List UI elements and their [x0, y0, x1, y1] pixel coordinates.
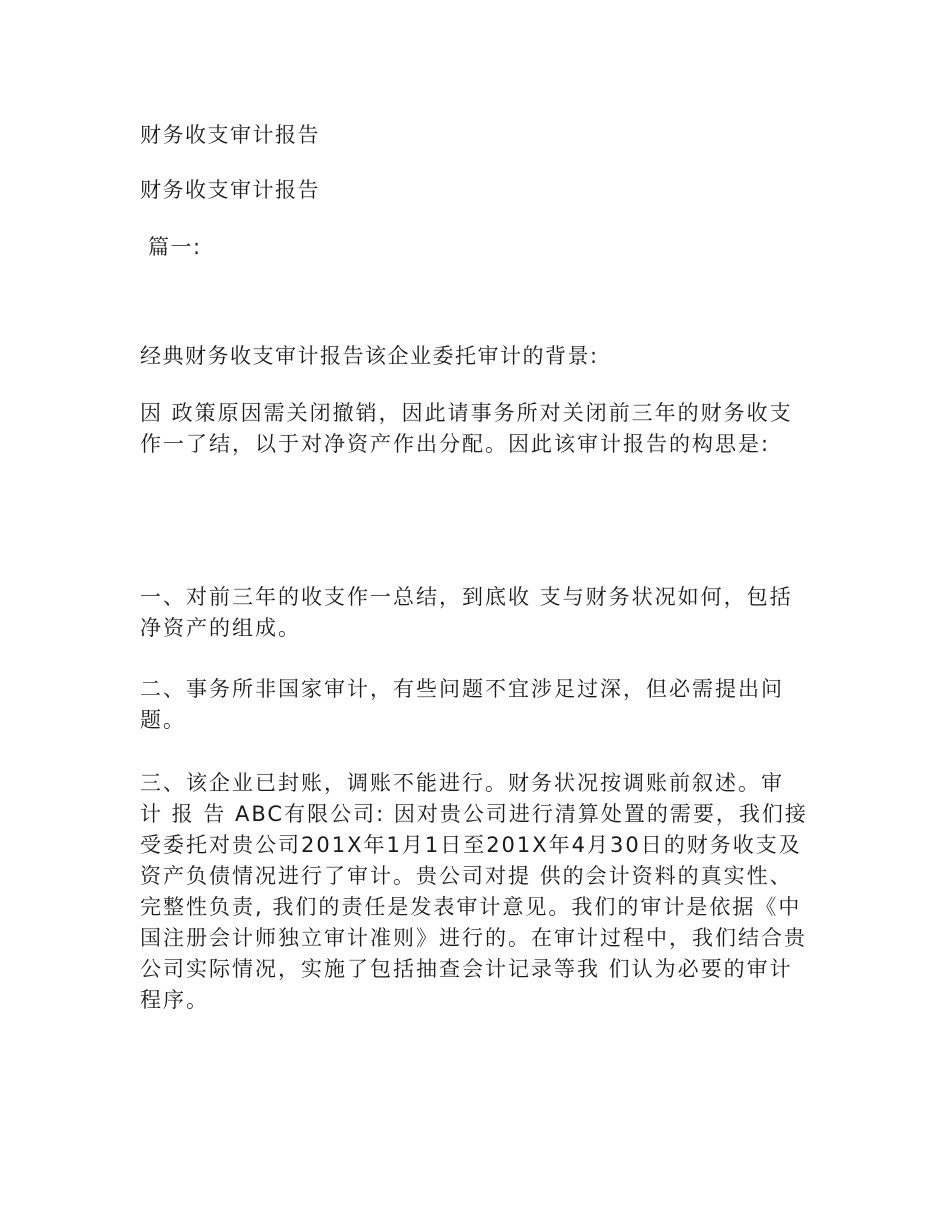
- point-item-3: 三、该企业已封账，调账不能进行。财务状况按调账前叙述。审 计 报 告 ABC有限公司: 因对贵公司进行清算处置的需要，我们接受委托对贵公司201X年1月1日至201X年4月30日的财务收支及资产负债情况进行了审计。贵公司对提 供的会计资料的真实性、完整性负责, 我们的责任是发表审计意见。我们的审计是依据《中国注册会计师独立审计准则》进行的。在审计过程中，我们结合贵公司实际情况，实施了包括抽查会计记录等我 们认为必要的审计程序。: [140, 771, 808, 1012]
- background-heading: 经典财务收支审计报告该企业委托审计的背景:: [140, 344, 599, 368]
- document-subtitle: 财务收支审计报告: [140, 178, 320, 202]
- document-title: 财务收支审计报告: [140, 123, 320, 147]
- background-paragraph: 因 政策原因需关闭撤销，因此请事务所对关闭前三年的财务收支作一了结，以于对净资产作出分配。因此该审计报告的构思是:: [140, 401, 793, 456]
- section-label: 篇一:: [148, 235, 202, 259]
- point-item-1: 一、对前三年的收支作一总结，到底收 支与财务状况如何，包括净资产的组成。: [140, 585, 793, 640]
- point-item-2: 二、事务所非国家审计，有些问题不宜涉足过深，但必需提出问题。: [140, 677, 784, 732]
